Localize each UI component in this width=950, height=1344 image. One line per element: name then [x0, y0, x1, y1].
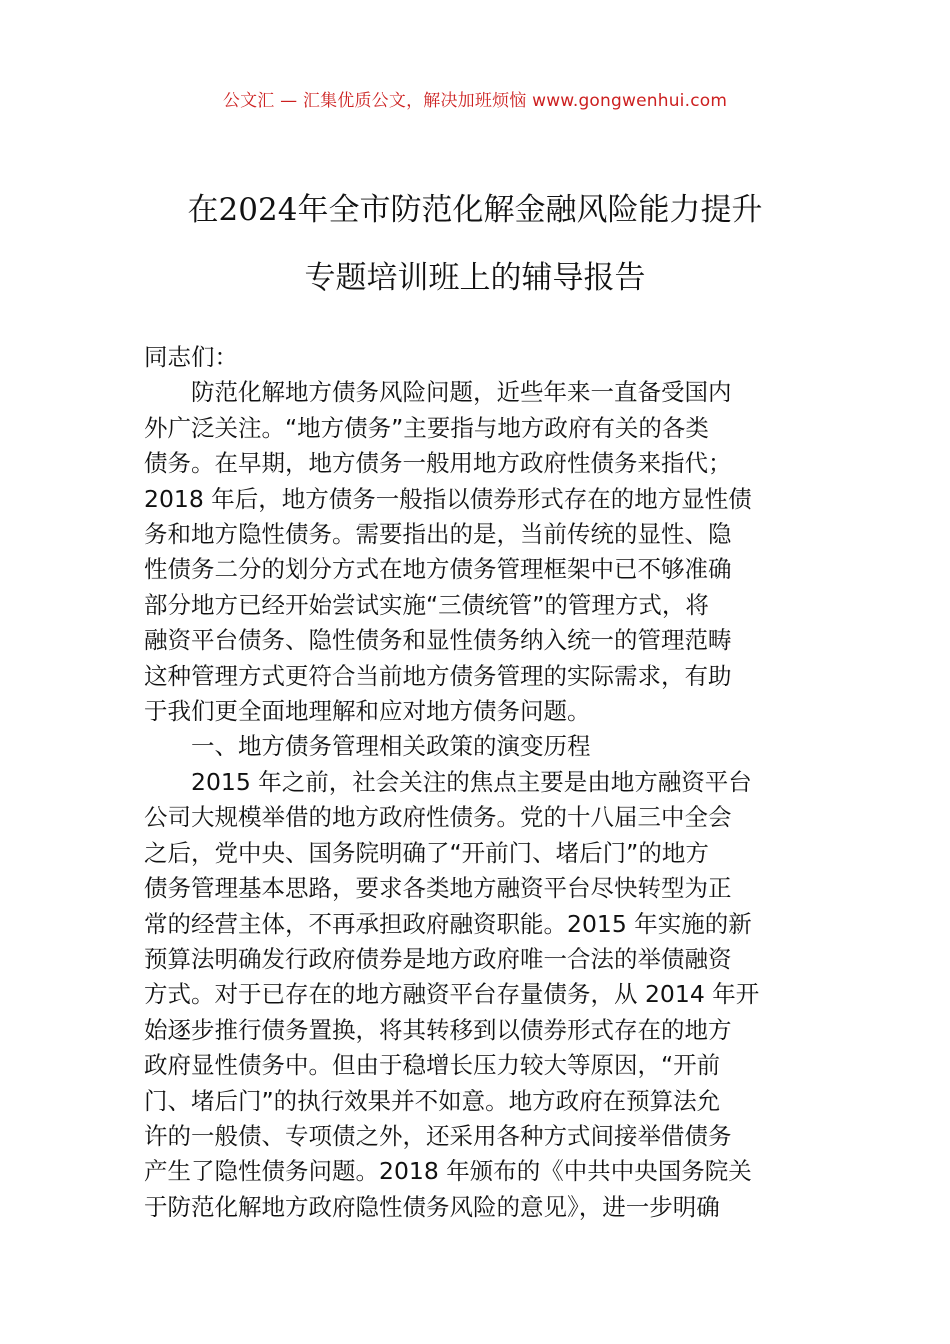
paragraph-line: 之后，党中央、国务院明确了“开前门、堵后门”的地方 [144, 838, 709, 867]
paragraph-line: 这种管理方式更符合当前地方债务管理的实际需求，有助 [144, 661, 732, 690]
paragraph-line: 政府显性债务中。但由于稳增长压力较大等原因，“开前 [144, 1051, 721, 1080]
paragraph-line: 融资平台债务、隐性债务和显性债务纳入统一的管理范畴 [144, 626, 732, 655]
paragraph-line: 债务。在早期，地方债务一般用地方政府性债务来指代； [144, 449, 732, 478]
paragraph-line: 产生了隐性债务问题。2018 年颁布的《中共中央国务院关 [144, 1157, 752, 1186]
site-banner: 公文汇 — 汇集优质公文，解决加班烦恼 www.gongwenhui.com [222, 91, 728, 111]
salutation: 同志们： [144, 343, 238, 371]
document-body [144, 340, 812, 1225]
paragraph-line: 于我们更全面地理解和应对地方债务问题。 [144, 697, 591, 726]
paragraph-line: 预算法明确发行政府债券是地方政府唯一合法的举债融资 [144, 944, 732, 973]
paragraph-line: 门、堵后门”的执行效果并不如意。地方政府在预算法允 [144, 1086, 721, 1115]
paragraph-line: 部分地方已经开始尝试实施“三债统管”的管理方式，将 [144, 590, 709, 619]
section-heading: 一、地方债务管理相关政策的演变历程 [191, 732, 591, 761]
paragraph-line: 方式。对于已存在的地方融资平台存量债务，从 2014 年开 [144, 980, 760, 1009]
paragraph-line: 2015 年之前，社会关注的焦点主要是由地方融资平台 [191, 767, 752, 796]
title-year: 2024 [218, 192, 298, 228]
document-title-line-2: 专题培训班上的辅导报告 [304, 260, 646, 296]
paragraph-line: 始逐步推行债务置换，将其转移到以债券形式存在的地方 [144, 1015, 732, 1044]
paragraph-line: 防范化解地方债务风险问题，近些年来一直备受国内 [191, 378, 732, 407]
title-suffix: 年全市防范化解金融风险能力提升 [297, 192, 763, 228]
paragraph-line: 2018 年后，地方债务一般指以债券形式存在的地方显性债 [144, 484, 752, 513]
paragraph-line: 常的经营主体，不再承担政府融资职能。2015 年实施的新 [144, 909, 752, 938]
paragraph-line: 外广泛关注。“地方债务”主要指与地方政府有关的各类 [144, 413, 709, 442]
paragraph-line: 于防范化解地方政府隐性债务风险的意见》，进一步明确 [144, 1192, 720, 1221]
paragraph-line: 债务管理基本思路，要求各类地方融资平台尽快转型为正 [144, 874, 732, 903]
document-title-line-1 [0, 184, 950, 229]
title-prefix: 在 [187, 192, 219, 228]
paragraph-line: 公司大规模举借的地方政府性债务。党的十八届三中全会 [144, 803, 732, 832]
paragraph-line: 务和地方隐性债务。需要指出的是，当前传统的显性、隐 [144, 520, 732, 549]
paragraph-line: 性债务二分的划分方式在地方债务管理框架中已不够准确 [144, 555, 732, 584]
paragraph-line: 许的一般债、专项债之外，还采用各种方式间接举借债务 [144, 1121, 732, 1150]
